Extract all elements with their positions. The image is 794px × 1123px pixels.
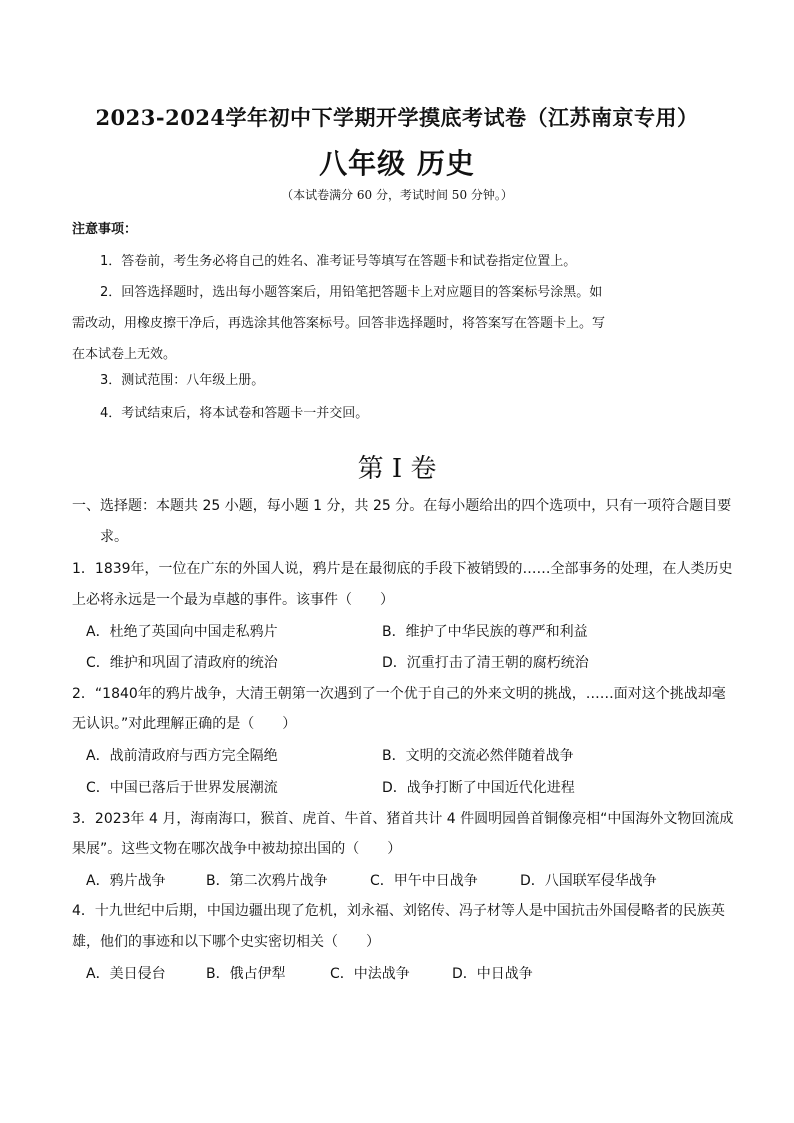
- notice-item: 在本试卷上无效。: [72, 347, 177, 362]
- score-info: （本试卷满分 60 分，考试时间 50 分钟。）: [281, 188, 513, 202]
- volume-title: 第 I 卷: [357, 454, 437, 484]
- option-c[interactable]: C．中国已落后于世界发展潮流: [86, 780, 278, 796]
- question-stem: 上必将永远是一个最为卓越的事件。该事件（ ）: [72, 592, 394, 608]
- notice-item: 4．考试结束后，将本试卷和答题卡一并交回。: [100, 406, 369, 421]
- notice-item: 2．回答选择题时，选出每小题答案后，用铅笔把答题卡上对应题目的答案标号涂黑。如: [100, 285, 603, 300]
- question-stem: 无认识。”对此理解正确的是（ ）: [72, 716, 297, 732]
- question-stem: 雄，他们的事迹和以下哪个史实密切相关（ ）: [72, 934, 380, 950]
- option-d[interactable]: D．八国联军侵华战争: [520, 873, 657, 889]
- option-c[interactable]: C．中法战争: [330, 966, 410, 982]
- option-b[interactable]: B．文明的交流必然伴随着战争: [382, 748, 574, 764]
- question-stem: 2．“1840年的鸦片战争，大清王朝第一次遇到了一个优于自己的外来文明的挑战，……面对这个挑战却毫: [72, 686, 726, 702]
- question-stem: 果展”。这些文物在哪次战争中被劫掠出国的（ ）: [72, 841, 402, 857]
- notice-item: 1．答卷前，考生务必将自己的姓名、准考证号等填写在答题卡和试卷指定位置上。: [100, 254, 577, 269]
- option-b[interactable]: B．俄占伊犁: [206, 966, 286, 982]
- exam-title: 2023-2024学年初中下学期开学摸底考试卷（江苏南京专用）: [95, 105, 699, 130]
- section-heading: 一、选择题：本题共 25 小题，每小题 1 分，共 25 分。在每小题给出的四个选项中，只有一项符合题目要: [72, 498, 732, 514]
- option-b[interactable]: B．维护了中华民族的尊严和利益: [382, 624, 588, 640]
- option-c[interactable]: C．维护和巩固了清政府的统治: [86, 655, 278, 671]
- notice-heading: 注意事项：: [72, 222, 138, 237]
- option-a[interactable]: A．鸦片战争: [86, 873, 166, 889]
- question-stem: 3．2023年 4 月，海南海口，猴首、虎首、牛首、猪首共计 4 件圆明园兽首铜像亮相“中国海外文物回流成: [72, 811, 734, 827]
- notice-item: 3．测试范围：八年级上册。: [100, 373, 265, 388]
- option-a[interactable]: A．美日侵台: [86, 966, 166, 982]
- option-d[interactable]: D．沉重打击了清王朝的腐朽统治: [382, 655, 589, 671]
- option-b[interactable]: B．第二次鸦片战争: [206, 873, 328, 889]
- section-heading: 求。: [100, 529, 128, 545]
- question-stem: 1．1839年，一位在广东的外国人说，鸦片是在最彻底的手段下被销毁的……全部事务的处理，在人类历史: [72, 561, 733, 577]
- option-a[interactable]: A．杜绝了英国向中国走私鸦片: [86, 624, 278, 640]
- option-a[interactable]: A．战前清政府与西方完全隔绝: [86, 748, 278, 764]
- option-d[interactable]: D．中日战争: [452, 966, 533, 982]
- exam-subtitle: 八年级 历史: [319, 147, 475, 180]
- question-stem: 4．十九世纪中后期，中国边疆出现了危机，刘永福、刘铭传、冯子材等人是中国抗击外国侵略者的民族英: [72, 903, 725, 919]
- option-c[interactable]: C．甲午中日战争: [370, 873, 478, 889]
- option-d[interactable]: D．战争打断了中国近代化进程: [382, 780, 575, 796]
- notice-item: 需改动，用橡皮擦干净后，再选涂其他答案标号。回答非选择题时，将答案写在答题卡上。写: [72, 316, 606, 331]
